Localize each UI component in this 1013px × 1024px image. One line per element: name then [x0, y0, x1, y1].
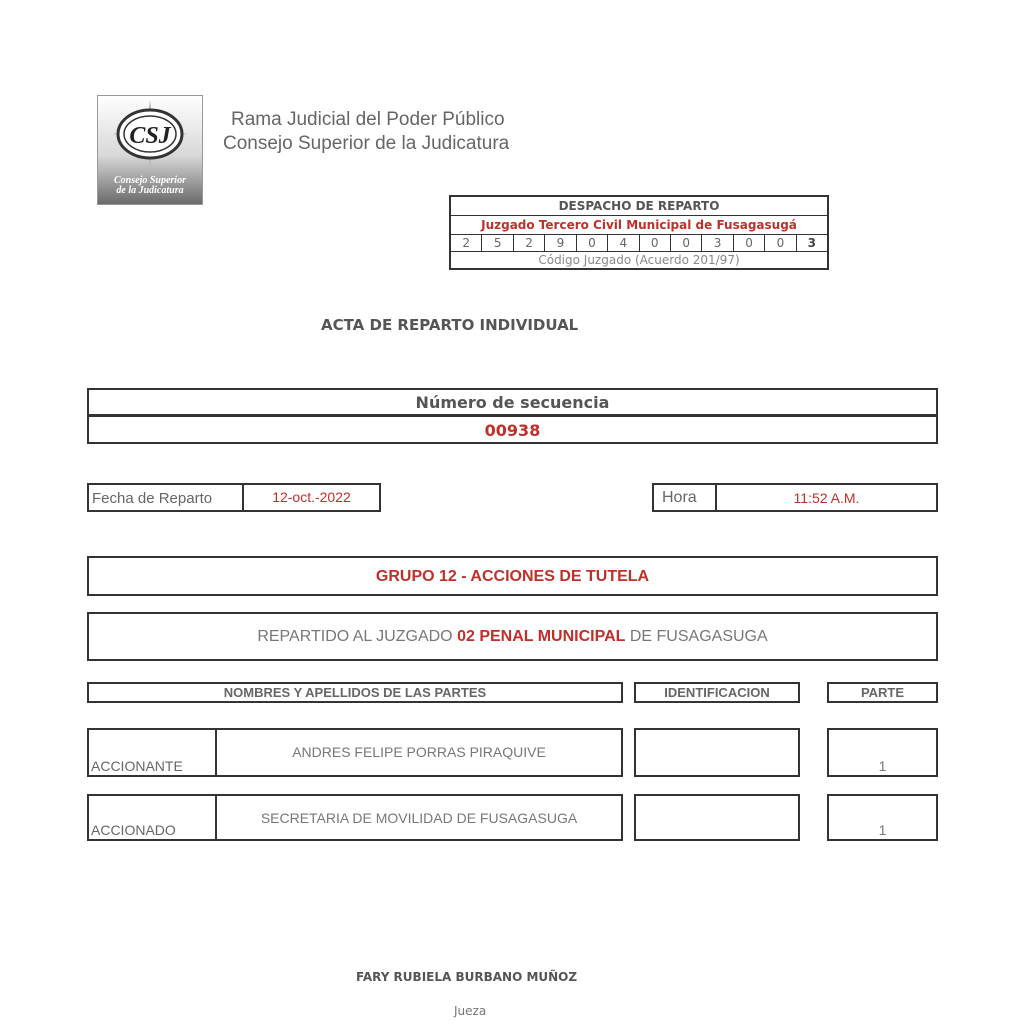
row-identificacion — [634, 794, 800, 841]
code-digit: 0 — [639, 235, 670, 251]
code-digit: 2 — [462, 236, 471, 250]
institution-heading — [223, 108, 509, 156]
code-digit: 0 — [733, 235, 764, 251]
repartido-prefix: REPARTIDO AL JUZGADO — [257, 628, 458, 645]
code-digit: 4 — [607, 235, 638, 251]
row-parte-box — [827, 728, 938, 777]
row-parte-box — [827, 794, 938, 841]
fecha-reparto — [87, 483, 381, 512]
table-row — [87, 728, 623, 777]
row-role: ACCIONANTE — [91, 758, 183, 774]
hora-value: 11:52 A.M. — [793, 490, 860, 506]
signature-role: Jueza — [454, 1004, 487, 1018]
row-name: ANDRES FELIPE PORRAS PIRAQUIVE — [292, 744, 546, 760]
table-row — [87, 794, 623, 841]
logo-mark: CSJ — [129, 123, 171, 149]
codigo-caption: Código Juzgado (Acuerdo 201/97) — [538, 253, 740, 267]
csj-logo — [97, 95, 203, 205]
code-digit: 2 — [513, 235, 544, 251]
despacho-juzgado: Juzgado Tercero Civil Municipal de Fusagasugá — [451, 216, 827, 235]
repartido-juzgado: 02 PENAL MUNICIPAL — [457, 628, 626, 645]
secuencia-value: 00938 — [87, 415, 938, 444]
codigo-digits — [451, 235, 827, 252]
institution-line1: Rama Judicial del Poder Público — [231, 109, 505, 130]
code-digit: 5 — [481, 235, 512, 251]
row-role: ACCIONADO — [91, 822, 176, 838]
row-parte: 1 — [878, 822, 887, 838]
despacho-title: DESPACHO DE REPARTO — [451, 197, 827, 216]
fecha-value: 12-oct.-2022 — [272, 489, 351, 505]
header-identificacion: IDENTIFICACION — [634, 682, 800, 703]
institution-line2: Consejo Superior de la Judicatura — [223, 133, 510, 154]
csj-emblem-icon — [98, 96, 202, 176]
code-digit: 9 — [544, 235, 575, 251]
header-nombres: NOMBRES Y APELLIDOS DE LAS PARTES — [87, 682, 623, 703]
code-digit: 3 — [701, 235, 732, 251]
header-parte: PARTE — [827, 682, 938, 703]
fecha-label: Fecha de Reparto — [89, 485, 244, 510]
grupo-title: GRUPO 12 - ACCIONES DE TUTELA — [87, 556, 938, 596]
code-digit: 0 — [764, 235, 795, 251]
hora-reparto — [652, 483, 938, 512]
repartido-line — [87, 612, 938, 661]
acta-title: ACTA DE REPARTO INDIVIDUAL — [321, 316, 579, 334]
code-digit: 0 — [576, 235, 607, 251]
row-identificacion — [634, 728, 800, 777]
repartido-suffix: DE FUSAGASUGA — [625, 628, 768, 645]
logo-caption-line2: de la Judicatura — [116, 185, 184, 196]
despacho-box — [449, 195, 829, 270]
code-digit: 0 — [670, 235, 701, 251]
secuencia-label: Número de secuencia — [87, 388, 938, 416]
signature-name: FARY RUBIELA BURBANO MUÑOZ — [356, 970, 578, 984]
row-parte: 1 — [878, 758, 887, 774]
logo-caption — [98, 176, 202, 196]
row-name: SECRETARIA DE MOVILIDAD DE FUSAGASUGA — [260, 810, 578, 826]
code-digit: 3 — [796, 235, 827, 251]
hora-label: Hora — [654, 485, 717, 510]
logo-caption-line1: Consejo Superior — [114, 175, 186, 186]
